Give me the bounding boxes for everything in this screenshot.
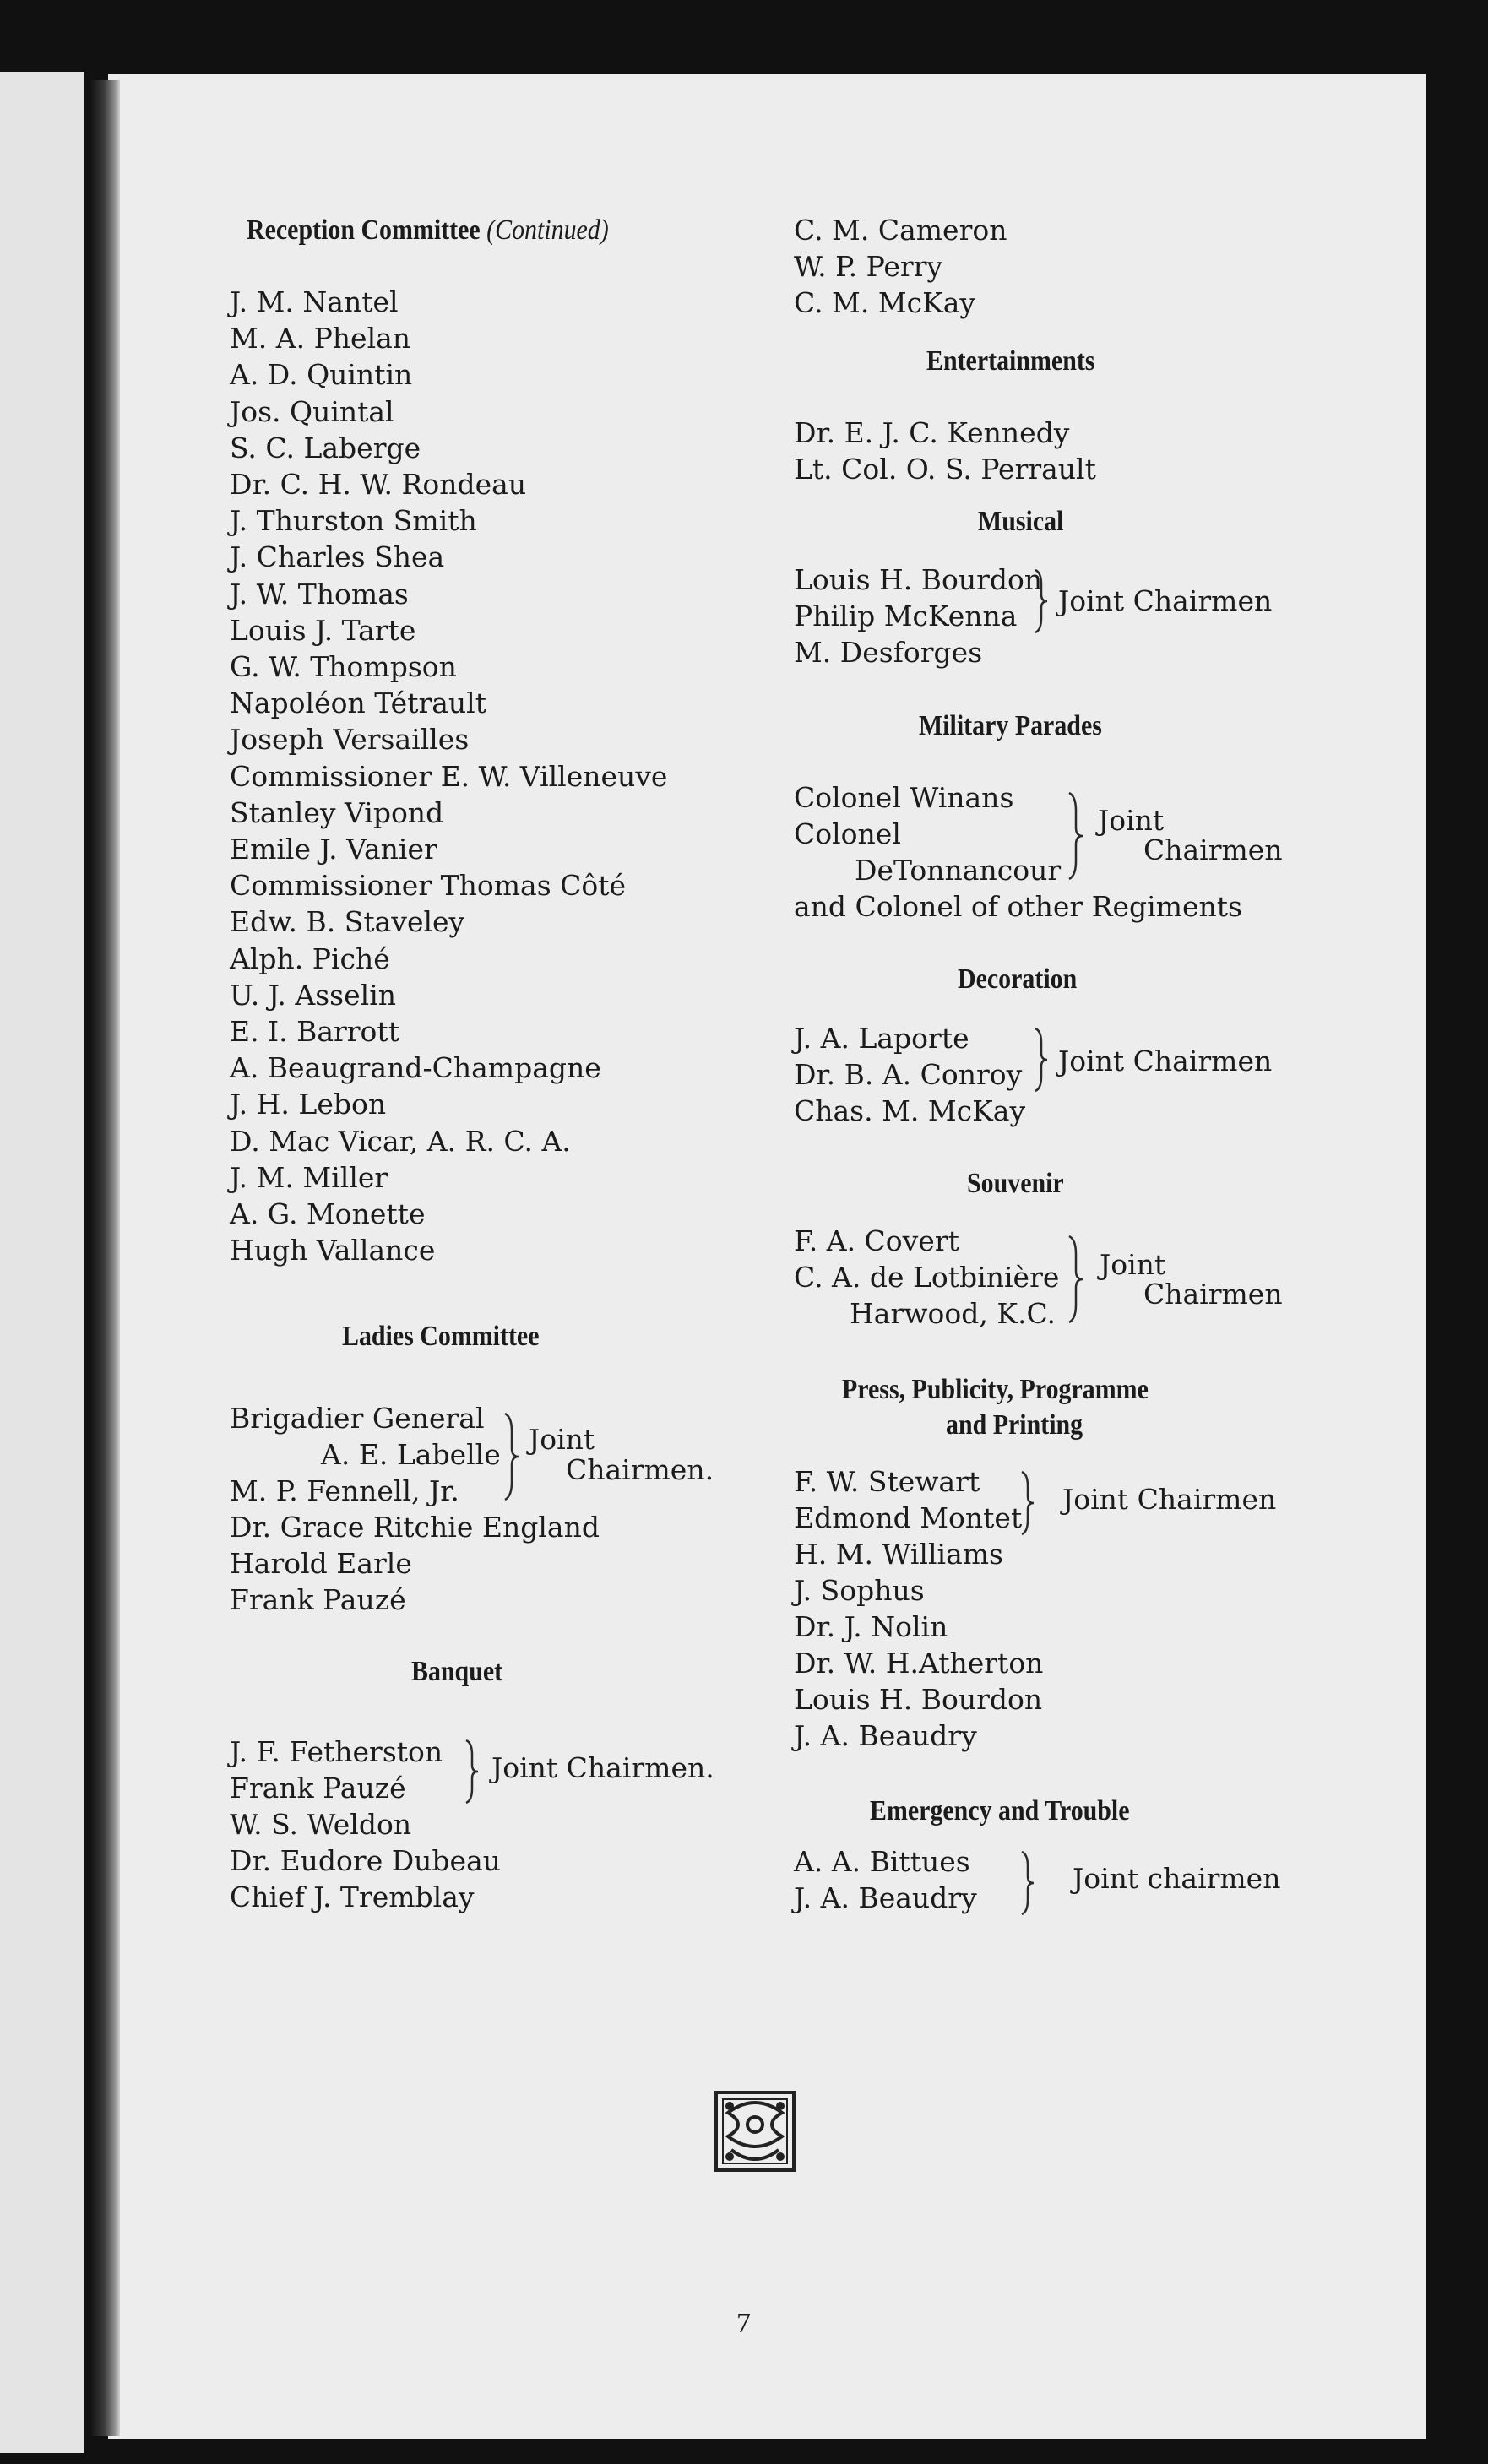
souvenir-chairmen-label: Chairmen [1143,1278,1283,1311]
committee-member: C. M. McKay [794,286,976,319]
committee-member: Dr. C. H. W. Rondeau [230,468,527,501]
committee-member: C. M. Cameron [794,214,1007,247]
committee-member: J. A. Beaudry [794,1719,977,1752]
committee-member: J. W. Thomas [230,577,409,611]
press-heading-line1: Press, Publicity, Programme [842,1374,1149,1405]
committee-member: Hugh Vallance [230,1234,436,1267]
military-chairmen-label: Chairmen [1143,833,1283,866]
committee-member: Edw. B. Staveley [230,905,465,939]
ornament-icon [711,2087,799,2175]
committee-member: Joseph Versailles [230,723,470,757]
ladies-chair-line2: A. E. Labelle [321,1438,501,1471]
press-chair-2: Edmond Montet [794,1501,1023,1534]
committee-member: H. M. Williams [794,1538,1003,1571]
committee-member: S. C. Laberge [230,431,421,464]
committee-member: A. G. Monette [230,1197,426,1230]
banquet-heading: Banquet [411,1656,503,1687]
committee-member: Stanley Vipond [230,795,444,829]
committee-member: D. Mac Vicar, A. R. C. A. [230,1124,571,1158]
military-chair-line2: Colonel [794,817,901,850]
decoration-chair-2: Dr. B. A. Conroy [794,1058,1023,1091]
committee-member: Lt. Col. O. S. Perrault [794,453,1096,486]
emergency-chair-1: A. A. Bittues [794,1845,970,1878]
musical-brace-icon [1032,567,1051,635]
committee-member: Frank Pauzé [230,1583,406,1616]
book-spine [91,80,120,2436]
committee-member: J. Thurston Smith [230,504,477,538]
souvenir-heading: Souvenir [967,1168,1064,1199]
committee-member: J. Charles Shea [230,540,445,574]
press-chair-1: F. W. Stewart [794,1465,980,1498]
emergency-brace-icon [1018,1849,1037,1917]
facing-page-edge [0,72,84,2453]
banquet-brace-icon [463,1738,481,1805]
committee-member: and Colonel of other Regiments [794,890,1242,923]
press-heading-line2: and Printing [946,1409,1083,1441]
committee-member: Dr. Eudore Dubeau [230,1844,502,1877]
committee-member: Louis J. Tarte [230,613,416,647]
committee-member: Louis H. Bourdon [794,1683,1043,1716]
emergency-chair-2: J. A. Beaudry [794,1881,977,1914]
decoration-brace-icon [1032,1026,1051,1094]
banquet-chair-2: Frank Pauzé [230,1772,406,1805]
press-brace-icon [1018,1469,1037,1537]
emergency-joint-label: Joint chairmen [1073,1862,1281,1895]
decoration-heading: Decoration [958,963,1078,995]
committee-member: Alph. Piché [230,942,390,975]
committee-member: M. A. Phelan [230,322,411,355]
committee-member: M. Desforges [794,636,983,669]
military-joint-label: Joint [1098,804,1165,837]
decoration-joint-label: Joint Chairmen [1058,1045,1273,1077]
military-chair-line3: DeTonnancour [855,854,1062,887]
committee-member: U. J. Asselin [230,978,397,1012]
military-chair-line1: Colonel Winans [794,781,1014,814]
committee-member: J. Sophus [794,1574,925,1607]
entertainments-heading: Entertainments [926,345,1095,377]
committee-member: Commissioner Thomas Côté [230,869,627,903]
reception-heading [247,214,609,247]
banquet-joint-label: Joint Chairmen. [491,1751,714,1784]
committee-member: Dr. J. Nolin [794,1610,948,1643]
committee-member: Napoléon Tétrault [230,687,486,720]
committee-member: Dr. W. H.Atherton [794,1647,1044,1680]
committee-member: E. I. Barrott [230,1015,399,1048]
press-joint-label: Joint Chairmen [1062,1483,1277,1516]
musical-heading: Musical [978,506,1064,537]
committee-member: J. M. Miller [230,1160,388,1194]
committee-member: Chas. M. McKay [794,1094,1026,1127]
committee-member: A. D. Quintin [230,358,413,392]
ladies-joint-label: Joint [529,1423,595,1456]
ladies-brace-icon [502,1410,522,1503]
committee-member: Dr. E. J. C. Kennedy [794,416,1070,449]
reception-heading-suffix: (Continued) [486,214,609,246]
committee-member: J. M. Nantel [230,285,399,318]
committee-member: A. Beaugrand-Champagne [230,1051,601,1085]
committee-member: Emile J. Vanier [230,833,437,866]
souvenir-chair-line1: F. A. Covert [794,1224,959,1257]
reception-heading-title: Reception Committee [247,214,481,246]
ladies-chairmen-label: Chairmen. [566,1453,714,1486]
committee-member: Jos. Quintal [230,394,394,428]
souvenir-chair-line3: Harwood, K.C. [850,1297,1056,1330]
committee-member: Dr. Grace Ritchie England [230,1511,600,1544]
ladies-chair-line1: Brigadier General [230,1402,485,1435]
souvenir-brace-icon [1066,1233,1086,1326]
committee-member: J. H. Lebon [230,1088,387,1121]
committee-member: Commissioner E. W. Villeneuve [230,759,668,793]
souvenir-chair-line2: C. A. de Lotbinière [794,1261,1060,1294]
ladies-chair-line3: M. P. Fennell, Jr. [230,1474,459,1507]
musical-chair-2: Philip McKenna [794,600,1018,632]
banquet-chair-1: J. F. Fetherston [230,1735,443,1768]
page-number: 7 [736,2308,751,2339]
decoration-chair-1: J. A. Laporte [794,1022,969,1055]
military-heading: Military Parades [919,710,1102,741]
military-brace-icon [1066,790,1086,882]
committee-member: Harold Earle [230,1547,412,1580]
musical-joint-label: Joint Chairmen [1058,584,1273,617]
souvenir-joint-label: Joint [1100,1248,1166,1281]
ladies-heading: Ladies Committee [342,1321,540,1352]
committee-member: Chief J. Tremblay [230,1881,475,1913]
committee-member: G. W. Thompson [230,650,457,683]
committee-member: W. S. Weldon [230,1808,412,1841]
emergency-heading: Emergency and Trouble [870,1795,1130,1826]
musical-chair-1: Louis H. Bourdon [794,563,1043,596]
committee-member: W. P. Perry [794,250,943,283]
